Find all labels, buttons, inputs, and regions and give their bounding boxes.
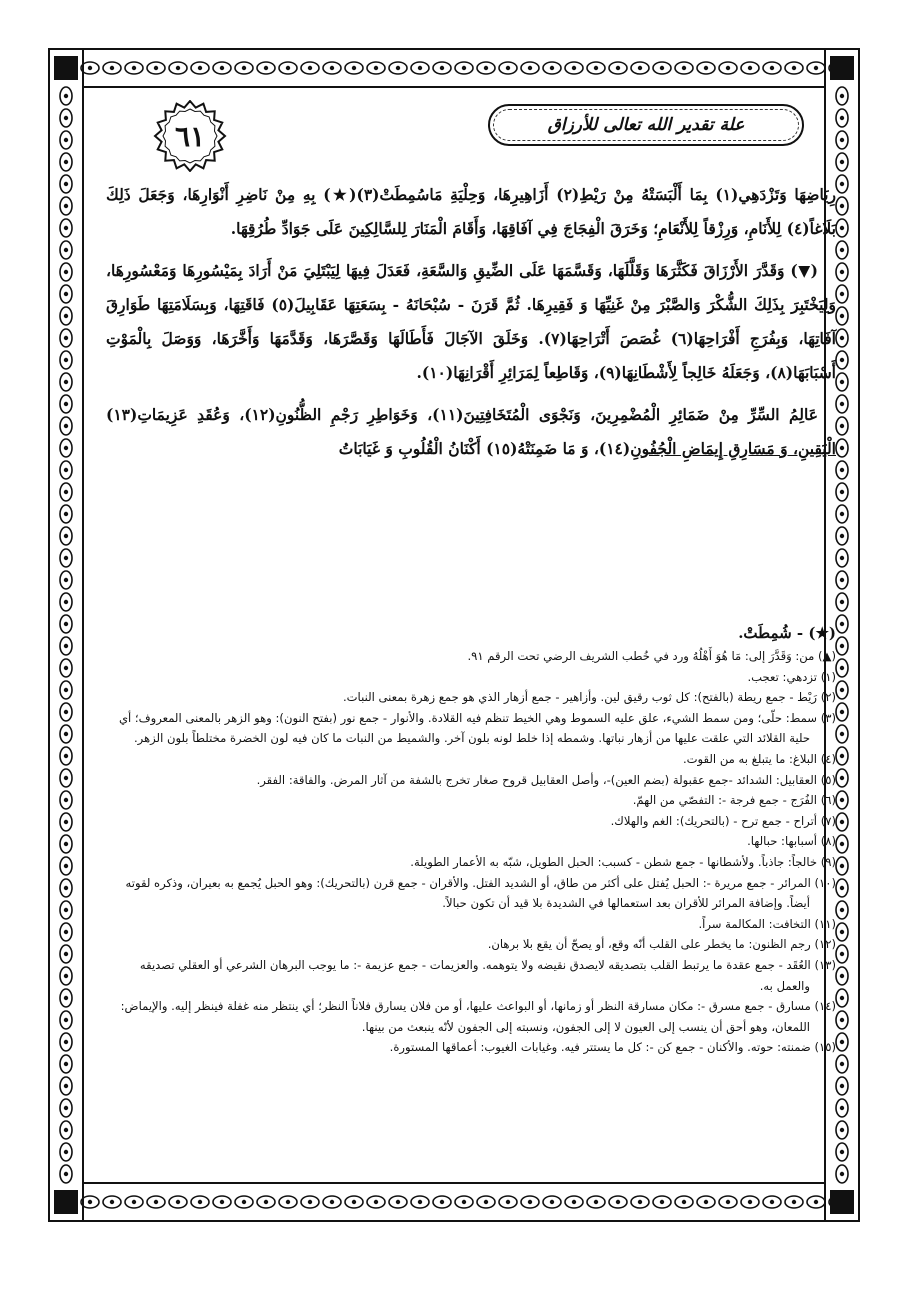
footnote-item: (١١) التخافت: المكالمة سراً. (698, 916, 836, 931)
chapter-title-box (488, 104, 804, 146)
footnote-item: (٩) خالجاً: جاذباً. ولأشطانها - جمع شطن - كسبب: الحبل الطويل، شبّه به الأعمار الطويلة. (410, 854, 836, 869)
footnote-item: (٤) البلاغ: ما يتبلغ به من القوت. (682, 751, 836, 766)
footnote-item: (١) تزدهي: تعجب. (747, 669, 836, 684)
chapter-title: علة تقدير الله تعالى للأرزاق (547, 115, 745, 135)
footnote-item: (٨) أسبابها: حبالها. (747, 834, 836, 849)
footnote-item: (١٥) ضمنته: حوته. والأكنان - جمع كن -: كل ما يستتر فيه. وغيابات الغيوب: أعماقها المستورة. (389, 1040, 836, 1055)
footnote-item: (١٠) المرائر - جمع مريرة -: الحبل يُفتل على أكثر من طاق، أو الشديد الفتل. والأقران - جمع قرن (بالتحريك): وهو الحبل يُجمع به بعيران، وذكره لقوته أيضاً. وإضافة المرائر للأقران بعد استعمالها في الشديدة بلا قيد أن تكون حبالاً. (125, 875, 836, 911)
paragraph-3-part-b: (١٤)، وَ مَا ضَمِنَتْهُ(١٥) أَكْنَانُ الْقُلُوبِ وَ غَيَابَاتُ (338, 439, 631, 458)
footnote-item: (٧) أتراح - جمع ترح - (بالتحريك): الغم والهلاك. (610, 813, 836, 828)
footnote-item: (▲) من: وَقَدَّرَ إلى: مَا هُوَ أَهْلُهُ ورد في خُطب الشريف الرضي تحت الرقم ٩١. (467, 649, 836, 663)
paragraph-3-underlined: الْيَقِينِ، وَ مَسَارِقِ إِيمَاضِ الْجُفُونِ (630, 439, 836, 458)
footnote-item: (٦) الفُرَج - جمع فرجة -: التفصّي من الهمّ. (632, 793, 836, 808)
footnotes (106, 622, 836, 1058)
footnote-item: (٣) سمط: حلّى؛ ومن سمط الشيء، علق عليه السموط وهي الخيط تنظم فيه القلادة. والأنوار - جمع نور (بفتح النون): وهو الزهر بالمعنى المعروف؛ أي حلية القلائد التي علقت عليها من أزهار نباتها. وشمطه إذا خلط لونه بلون آخر. والشميط من النبات ما كان فيه لون الخضرة مختلطاً بلون الزهر. (118, 710, 836, 746)
footnote-item: (٢) رَيْط - جمع ريطة (بالفتح): كل ثوب رقيق لين. وأزاهير - جمع أزهار الذي هو جمع زهرة بمعنى النبات. (342, 690, 836, 705)
footnote-item: (١٣) العُقَد - جمع عقدة ما يرتبط القلب بتصديقه لايصدق نقيضه ولا يتوهمه. والعزيمات - جمع عزيمة -: ما يوجب البرهان الشرعي أو العقلي تصديقه والعمل به. (139, 957, 836, 993)
page-number-badge (148, 100, 232, 172)
paragraph-3 (106, 398, 836, 466)
paragraph-3-part-a: عَالِمُ السِّرِّ مِنْ ضَمَائِرِ الْمُضْمِرِينَ، وَنَجْوَى الْمُتَخَافِتِينَ(١١)، وَخَوَاطِرِ رَجْمِ الظُّنُونِ(١٢)، وَعُقَدِ عَزِيمَاتِ(١٣) (106, 405, 818, 424)
page-number: ٦١ (174, 120, 206, 153)
paragraph-2: (▼) وَقَدَّرَ الأَرْزَاقَ فَكَثَّرَهَا وَقَلَّلَهَا، وَقَسَّمَهَا عَلَى الضِّيقِ وَالسَّعَةِ، فَعَدَلَ فِيهَا لِيَبْتَلِيَ مَنْ أَرَادَ بِمَيْسُورِهَا وَمَعْسُورِهَا، وَلِيَخْتَبِرَ بِذَلِكَ الشُّكْرَ وَالصَّبْرَ مِنْ غَنِيِّهَا وَ فَقِيرِهَا. ثُمَّ قَرَنَ - سُبْحَانَهُ - بِسَعَتِهَا عَقَابِيلَ(٥) فَاقَتِهَا، وَبِسَلَامَتِهَا طَوَارِقَ آفَاتِهَا، وَبِفُرَجِ أَفْرَاحِهَا(٦) غُصَصَ أَتْرَاحِهَا(٧). وَخَلَقَ الآجَالَ فَأَطَالَهَا وَقَصَّرَهَا، وَقَدَّمَهَا وَأَخَّرَهَا، وَوَصَلَ بِالْمَوْتِ أَسْبَابَهَا(٨)، وَجَعَلَهُ خَالِجاً لِأَشْطَانِهَا(٩)، وَقَاطِعاً لِمَرَائِرِ أَقْرَانِهَا(١٠). (106, 261, 836, 382)
paragraph-1: رِيَاضِهَا وَتَزْدَهِي(١) بِمَا أَلْبَسَتْهُ مِنْ رَيْطِ(٢) أَزَاهِيرِهَا، وَحِلْيَةِ مَاسُمِطَتْ(٣)(★) بِهِ مِنْ نَاضِرِ أَنْوَارِهَا، وَجَعَلَ ذَلِكَ بَلَاغاً(٤) لِلأَنَامِ، وَرِزْقاً لِلأَنْعَامِ؛ وَخَرَقَ الْفِجَاجَ فِي آفَاقِهَا، وَأَقَامَ الْمَنَارَ لِلسَّالِكِينَ عَلَى جَوَادِّ طُرُقِهَا. (106, 185, 836, 238)
footnote-item: (٥) العقابيل: الشدائد -جمع عقبولة (بضم العين)-، وأصل العقابيل قروح صغار تخرج بالشفة من آثار المرض. والفاقة: الفقر. (256, 772, 836, 787)
footnote-item: (١٢) رجم الظنون: ما يخطر على القلب أنّه وقع، أو يصحّ أن يقع بلا برهان. (487, 937, 836, 952)
footnote-item: (١٤) مسارق - جمع مسرق -: مكان مسارقة النظر أو زمانها، أو البواعث عليها، أو من فلان يسارق فلاناً النظر؛ أي ينتظر منه غفلة فينظر إليه. والإيماض: اللمعان، وهو أحق أن ينسب إلى العيون لا إلى الجفون، ونسبته إلى الجفون لأنّه ينبعث من بينها. (120, 999, 836, 1034)
main-text (106, 178, 836, 474)
star-footnote: (★) - شُمِطَتْ. (738, 624, 836, 642)
